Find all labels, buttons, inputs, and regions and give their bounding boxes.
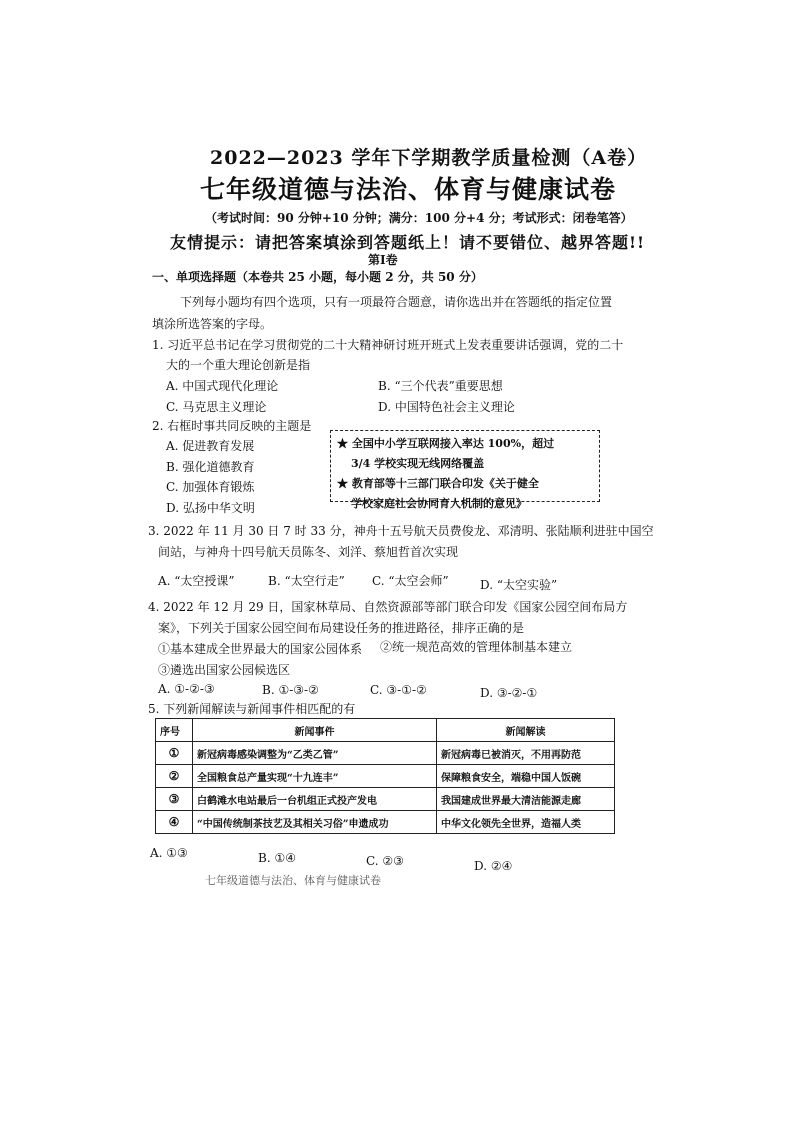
- q3-option-b: B. “太空行走”: [268, 574, 345, 588]
- q4-item-3: ③遴选出国家公园候选区: [158, 663, 291, 677]
- q2-box-line3: ★ 教育部等十三部门联合印发《关于健全: [337, 477, 539, 490]
- q4-option-d: D. ③-②-①: [480, 686, 538, 700]
- q5-news-table: [155, 718, 615, 834]
- q4-item-1: ①基本建成全世界最大的国家公园体系: [158, 642, 363, 656]
- q2-option-d: D. 弘扬中华文明: [166, 501, 255, 515]
- exam-info: （考试时间：90 分钟+10 分钟；满分：100 分+4 分；考试形式：闭卷笔答）: [205, 211, 633, 225]
- row-read: 保障粮食安全，端稳中国人饭碗: [437, 765, 615, 788]
- q5-option-b: B. ①④: [258, 851, 296, 865]
- row-num: ②: [156, 765, 193, 788]
- col-header-event: 新闻事件: [193, 719, 437, 742]
- q3-stem-a: 3. 2022 年 11 月 30 日 7 时 33 分，神舟十五号航天员费俊龙、邓清明、张陆顺利进驻中国空: [148, 524, 654, 538]
- row-read: 我国建成世界最大清洁能源走廊: [437, 788, 615, 811]
- friendly-tip: 友情提示：请把答案填涂到答题纸上！请不要错位、越界答题!!: [170, 233, 646, 252]
- table-row: [156, 742, 615, 765]
- q5-option-c: C. ②③: [366, 854, 404, 868]
- row-event: 全国粮食总产量实现“十九连丰”: [193, 765, 437, 788]
- q5-stem: 5. 下列新闻解读与新闻事件相匹配的有: [148, 702, 356, 716]
- q2-stem: 2. 右框时事共同反映的主题是: [152, 419, 312, 433]
- q2-box-line4: 学校家庭社会协同育人机制的意见》: [351, 497, 527, 510]
- exam-title-subject: 七年级道德与法治、体育与健康试卷: [200, 175, 617, 204]
- q5-option-a: A. ①③: [150, 846, 188, 860]
- q1-stem-b: 大的一个重大理论创新是指: [166, 358, 311, 372]
- q5-option-d: D. ②④: [474, 859, 513, 873]
- q1-stem-a: 1. 习近平总书记在学习贯彻党的二十大精神研讨班开班式上发表重要讲话强调，党的二十: [152, 338, 624, 352]
- q4-stem-a: 4. 2022 年 12 月 29 日，国家林草局、自然资源部等部门联合印发《国家公园空间布局方: [148, 600, 628, 614]
- table-header-row: [156, 719, 615, 742]
- q2-news-box: [330, 430, 600, 510]
- section-instruction: 下列每小题均有四个选项，只有一项最符合题意，请你选出并在答题纸的指定位置填涂所选答案的字母。: [152, 295, 613, 331]
- q3-stem-b: 间站，与神舟十四号航天员陈冬、刘洋、蔡旭哲首次实现: [158, 545, 459, 559]
- q2-option-a: A. 促进教育发展: [166, 439, 255, 453]
- row-num: ③: [156, 788, 193, 811]
- row-num: ④: [156, 811, 193, 834]
- table-row: [156, 811, 615, 834]
- q2-option-c: C. 加强体育锻炼: [166, 480, 255, 494]
- q2-option-b: B. 强化道德教育: [166, 460, 255, 474]
- page-footer: 七年级道德与法治、体育与健康试卷: [205, 874, 381, 887]
- q4-item-2: ②统一规范高效的管理体制基本建立: [380, 640, 573, 654]
- q4-option-a: A. ①-②-③: [158, 682, 215, 696]
- row-event: 白鹤滩水电站最后一台机组正式投产发电: [193, 788, 437, 811]
- row-num: ①: [156, 742, 193, 765]
- section-heading: 一、单项选择题（本卷共 25 小题，每小题 2 分，共 50 分）: [152, 270, 483, 284]
- row-event: “中国传统制茶技艺及其相关习俗”申遗成功: [193, 811, 437, 834]
- exam-title-year: 2022—2023 学年下学期教学质量检测（A卷）: [210, 147, 648, 169]
- q4-stem-b: 案》，下列关于国家公园空间布局建设任务的推进路径，排序正确的是: [158, 621, 525, 635]
- q1-option-d: D. 中国特色社会主义理论: [378, 400, 515, 414]
- table-row: [156, 788, 615, 811]
- col-header-read: 新闻解读: [437, 719, 615, 742]
- q3-option-a: A. “太空授课”: [158, 574, 235, 588]
- q4-option-c: C. ③-①-②: [370, 683, 427, 697]
- q1-option-c: C. 马克思主义理论: [166, 400, 267, 414]
- q3-option-c: C. “太空会师”: [372, 574, 449, 588]
- row-event: 新冠病毒感染调整为“乙类乙管”: [193, 742, 437, 765]
- row-read: 新冠病毒已被消灭，不用再防范: [437, 742, 615, 765]
- q2-box-line2: 3/4 学校实现无线网络覆盖: [351, 457, 485, 470]
- q1-option-b: B. “三个代表”重要思想: [378, 379, 503, 393]
- q1-option-a: A. 中国式现代化理论: [166, 379, 279, 393]
- volume-label: 第Ⅰ卷: [368, 253, 398, 267]
- q3-option-d: D. “太空实验”: [480, 578, 558, 592]
- q4-option-b: B. ①-③-②: [262, 683, 319, 697]
- col-header-num: 序号: [156, 719, 193, 742]
- row-read: 中华文化领先全世界，造福人类: [437, 811, 615, 834]
- table-row: [156, 765, 615, 788]
- q2-box-line1: ★ 全国中小学互联网接入率达 100%，超过: [337, 437, 555, 450]
